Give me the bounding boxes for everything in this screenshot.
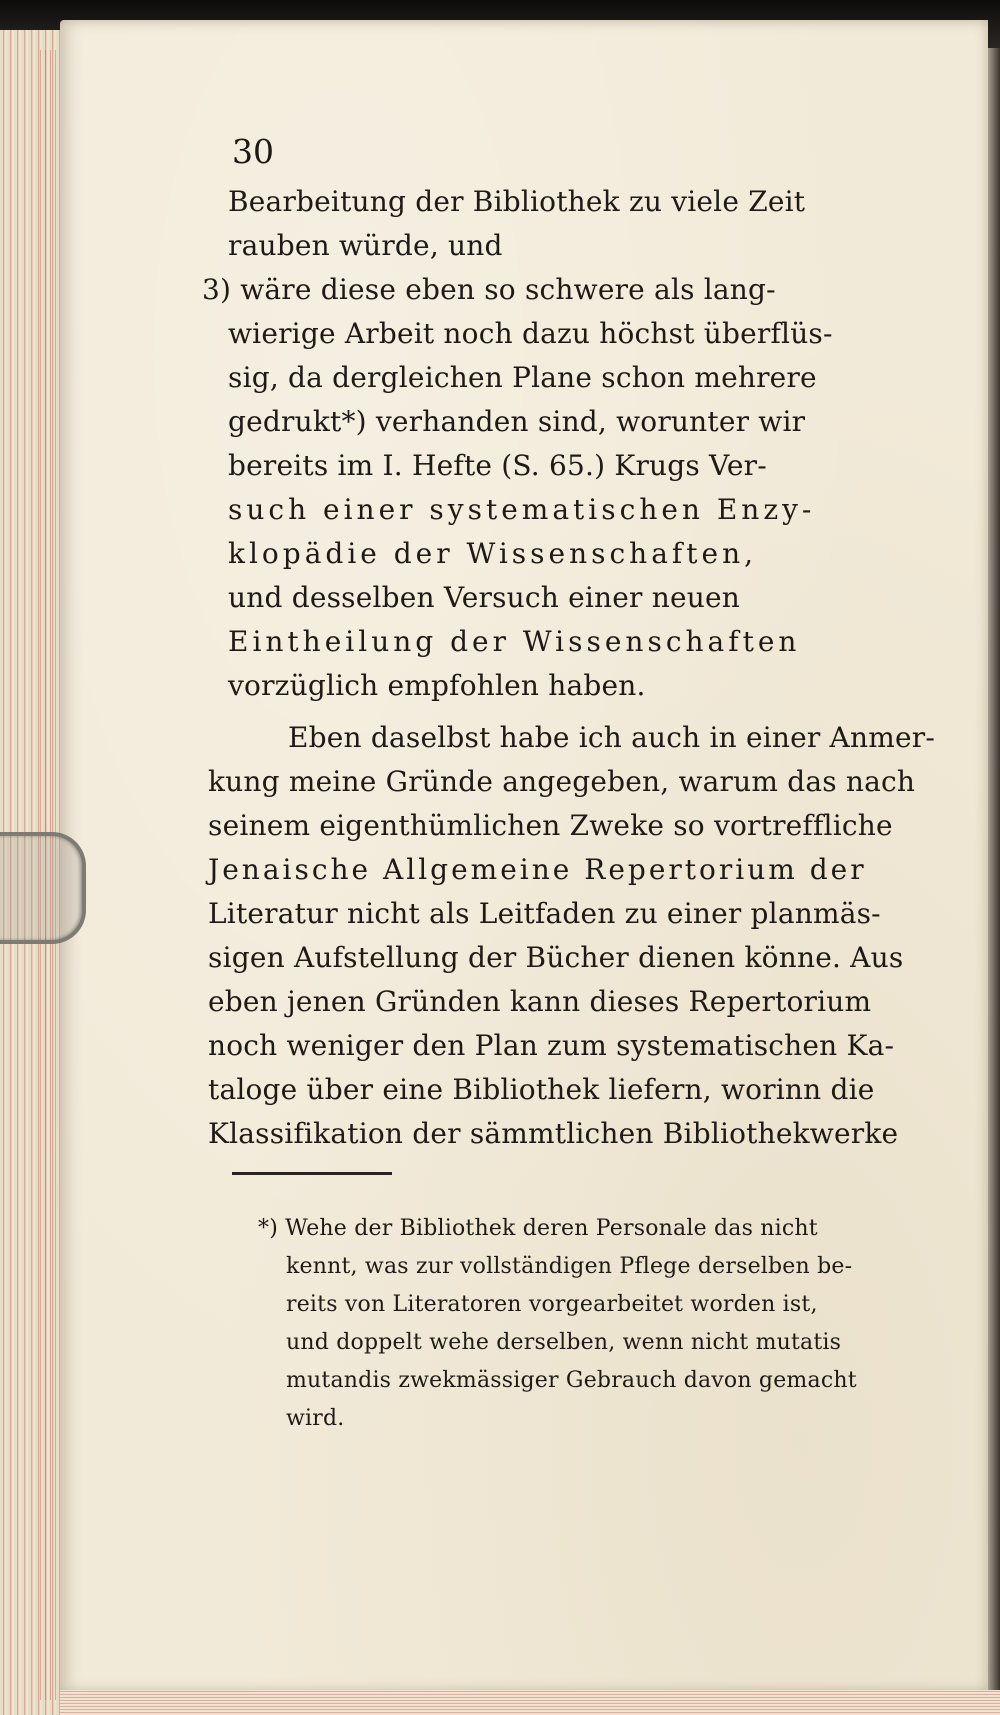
footnote-line: wird. bbox=[286, 1406, 345, 1431]
paragraph-gap bbox=[228, 708, 928, 716]
text-line: eben jenen Gründen kann dieses Repertorium bbox=[208, 985, 872, 1018]
text-line: Literatur nicht als Leitfaden zu einer planmäs- bbox=[208, 897, 881, 930]
text-line: bereits im I. Hefte (S. 65.) Krugs Ver- bbox=[228, 449, 767, 482]
text-line: vorzüglich empfohlen haben. bbox=[228, 669, 646, 702]
book-page-bottom-edges bbox=[60, 1690, 1000, 1715]
text-line: Klassifikation der sämmtlichen Bibliothekwerke bbox=[208, 1117, 899, 1150]
text-line: noch weniger den Plan zum systematischen Ka- bbox=[208, 1029, 895, 1062]
main-text bbox=[202, 180, 935, 1156]
text-line: und desselben Versuch einer neuen bbox=[228, 581, 740, 614]
footnote-line: reits von Literatoren vorgearbeitet worden ist, bbox=[286, 1292, 818, 1317]
text-line: rauben würde, und bbox=[228, 229, 503, 262]
footnote-line: *) Wehe der Bibliothek deren Personale das nicht bbox=[258, 1216, 818, 1241]
footnote-separator bbox=[232, 1172, 392, 1175]
footnote-line: und doppelt wehe derselben, wenn nicht mutatis bbox=[286, 1330, 842, 1355]
text-line: Eben daselbst habe ich auch in einer Anmer- bbox=[288, 721, 935, 754]
book-right-edge bbox=[988, 48, 1000, 1715]
text-line: 3) wäre diese eben so schwere als lang- bbox=[202, 273, 776, 306]
text-line: klopädie der Wissenschaften, bbox=[228, 537, 758, 570]
footnote-line: kennt, was zur vollständigen Pflege derselben be- bbox=[286, 1254, 853, 1279]
text-line: kung meine Gründe angegeben, warum das nach bbox=[208, 765, 916, 798]
text-line: Eintheilung der Wissenschaften bbox=[228, 625, 801, 658]
text-line: Bearbeitung der Bibliothek zu viele Zeit bbox=[228, 185, 806, 218]
text-line: seinem eigenthümlichen Zweke so vortreffliche bbox=[208, 809, 893, 842]
text-line: sig, da dergleichen Plane schon mehrere bbox=[228, 361, 817, 394]
text-line: taloge über eine Bibliothek liefern, worinn die bbox=[208, 1073, 875, 1106]
paper-clip bbox=[0, 832, 86, 944]
text-line: gedrukt*) verhanden sind, worunter wir bbox=[228, 405, 806, 438]
text-line: sigen Aufstellung der Bücher dienen könne. Aus bbox=[208, 941, 904, 974]
text-line: such einer systematischen Enzy- bbox=[228, 493, 816, 526]
footnote bbox=[258, 1210, 918, 1438]
text-line: Jenaische Allgemeine Repertorium der bbox=[208, 853, 867, 886]
text-line: wierige Arbeit noch dazu höchst überflüs- bbox=[228, 317, 833, 350]
page-number: 30 bbox=[232, 132, 274, 171]
footnote-line: mutandis zwekmässiger Gebrauch davon gemacht bbox=[286, 1368, 857, 1393]
